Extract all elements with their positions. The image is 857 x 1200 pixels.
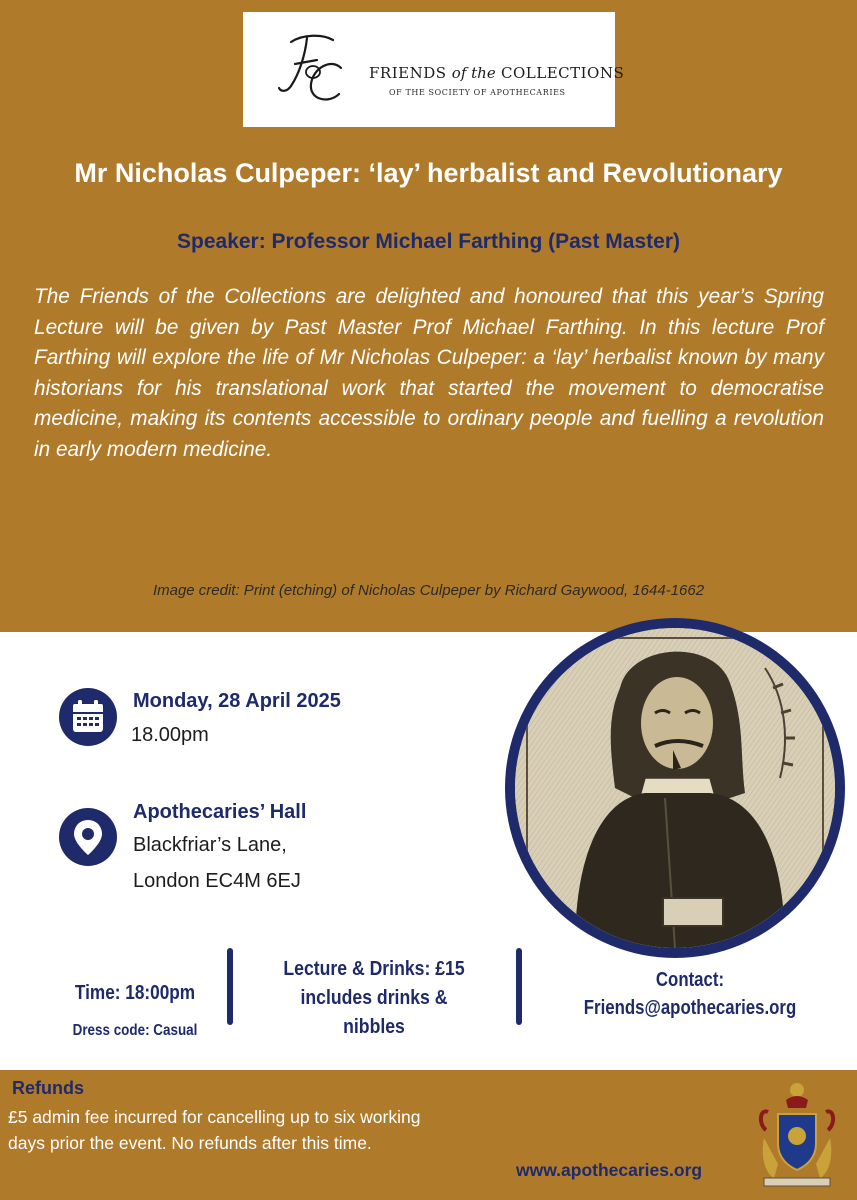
contact-label: Contact: bbox=[655, 969, 725, 991]
foc-monogram bbox=[273, 28, 348, 108]
image-credit: Image credit: Print (etching) of Nicholas Culpeper by Richard Gaywood, 1644-1662 bbox=[152, 582, 705, 599]
lecture-title: Mr Nicholas Culpeper: ‘lay’ herbalist and Revolutionary bbox=[74, 158, 783, 188]
lecture-description: The Friends of the Collections are delighted and honoured that this year’s Spring Lecture will be given by Past Master Prof Michael Farthing. In this lecture Prof Farthing will explore the life of Mr Nicholas Culpeper: a ‘lay’ herbalist known by many historians for his translational work that started the movement to democratise medicine, making its contents accessible to ordinary people and fuelling a revolution in early modern medicine. bbox=[34, 285, 824, 461]
portrait-frame bbox=[505, 618, 845, 958]
logo-name: FRIENDS of the COLLECTIONS bbox=[369, 64, 625, 82]
event-date: Monday, 28 April 2025 bbox=[133, 690, 341, 712]
price-line-1: Lecture & Drinks: £15 bbox=[283, 957, 465, 980]
calendar-icon bbox=[59, 688, 117, 746]
price-line-2: includes drinks & bbox=[300, 986, 448, 1009]
info-divider bbox=[516, 948, 522, 1025]
refunds-heading: Refunds bbox=[12, 1078, 84, 1098]
venue-name: Apothecaries’ Hall bbox=[133, 801, 307, 823]
friends-logo bbox=[243, 12, 625, 127]
event-time: 18.00pm bbox=[131, 724, 209, 746]
portrait-etching bbox=[515, 628, 835, 948]
refunds-text: £5 admin fee incurred for cancelling up to six working days prior the event. No refunds after this time. bbox=[8, 1107, 421, 1153]
venue-address-line2: London EC4M 6EJ bbox=[133, 870, 301, 892]
contact-block bbox=[577, 966, 804, 1022]
speaker-line: Speaker: Professor Michael Farthing (Past Master) bbox=[177, 230, 680, 253]
info-time: Time: 18:00pm bbox=[74, 982, 196, 1004]
venue-address-line1: Blackfriar’s Lane, bbox=[133, 834, 287, 856]
culpeper-portrait bbox=[515, 628, 835, 948]
location-pin-icon bbox=[59, 808, 117, 866]
logo-subtitle: OF THE SOCIETY OF APOTHECARIES bbox=[389, 88, 566, 97]
info-divider bbox=[227, 948, 233, 1025]
dress-code: Dress code: Casual bbox=[72, 1022, 198, 1039]
ticket-price bbox=[271, 954, 477, 1041]
apothecaries-crest-icon bbox=[756, 1078, 838, 1196]
website-link[interactable]: www.apothecaries.org bbox=[516, 1160, 703, 1180]
price-line-3: nibbles bbox=[343, 1015, 405, 1038]
contact-email[interactable]: Friends@apothecaries.org bbox=[583, 997, 797, 1019]
